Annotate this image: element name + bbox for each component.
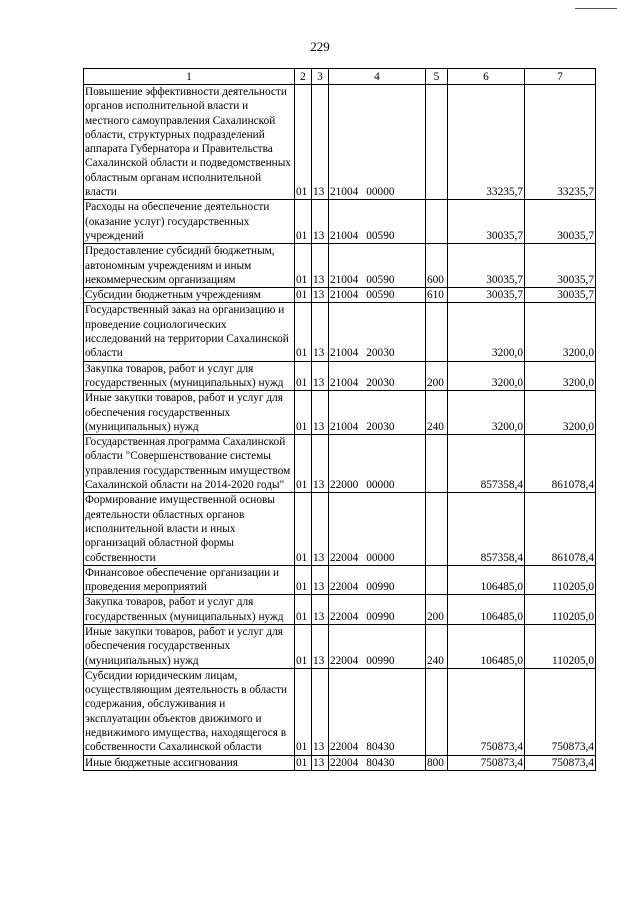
target-article-program: 21004: [330, 186, 359, 199]
row-amount-2: 110205,0: [525, 624, 596, 668]
target-article-program: 21004: [330, 347, 359, 360]
row-target-article: [329, 244, 426, 288]
row-subsection-code: 13: [312, 288, 329, 303]
target-article-direction: 00000: [366, 479, 395, 492]
target-article-direction: 00990: [366, 654, 395, 667]
row-subsection-code: 13: [312, 85, 329, 200]
row-expense-type: [426, 565, 448, 595]
row-section-code: 01: [295, 303, 312, 361]
row-amount-1: 106485,0: [448, 595, 525, 625]
row-expense-type: 200: [426, 595, 448, 625]
row-name: Закупка товаров, работ и услуг для государственных (муниципальных) нужд: [84, 595, 295, 625]
row-section-code: 01: [295, 624, 312, 668]
row-expense-type: [426, 85, 448, 200]
row-section-code: 01: [295, 200, 312, 244]
row-amount-2: 110205,0: [525, 595, 596, 625]
target-article-program: 21004: [330, 273, 359, 286]
table-row: [84, 391, 596, 435]
row-subsection-code: 13: [312, 435, 329, 493]
row-expense-type: 800: [426, 755, 448, 770]
row-subsection-code: 13: [312, 624, 329, 668]
target-article-direction: 80430: [366, 741, 395, 754]
row-target-article: [329, 668, 426, 755]
row-amount-1: 30035,7: [448, 244, 525, 288]
top-edge-mark: [575, 8, 617, 10]
target-article-program: 21004: [330, 229, 359, 242]
row-target-article: [329, 288, 426, 303]
table-body: [84, 85, 596, 771]
target-article-direction: 20030: [366, 376, 395, 389]
row-name: Иные бюджетные ассигнования: [84, 755, 295, 770]
row-amount-2: 30035,7: [525, 288, 596, 303]
row-target-article: [329, 595, 426, 625]
table-row: [84, 595, 596, 625]
header-cell-expense-type: 5: [426, 69, 448, 85]
row-name: Субсидии бюджетным учреждениям: [84, 288, 295, 303]
row-section-code: 01: [295, 755, 312, 770]
row-expense-type: 240: [426, 391, 448, 435]
row-amount-1: 857358,4: [448, 493, 525, 565]
row-name: Расходы на обеспечение деятельности (оказание услуг) государственных учреждений: [84, 200, 295, 244]
row-amount-1: 3200,0: [448, 361, 525, 391]
row-expense-type: [426, 200, 448, 244]
row-subsection-code: 13: [312, 303, 329, 361]
row-section-code: 01: [295, 668, 312, 755]
table-row: [84, 565, 596, 595]
table-row: [84, 288, 596, 303]
target-article-program: 22004: [330, 581, 359, 594]
page-number: 229: [310, 39, 330, 54]
header-cell-target-article: 4: [329, 69, 426, 85]
row-section-code: 01: [295, 391, 312, 435]
target-article-direction: 00590: [366, 273, 395, 286]
table-row: [84, 85, 596, 200]
header-cell-section: 2: [295, 69, 312, 85]
row-name: Закупка товаров, работ и услуг для государственных (муниципальных) нужд: [84, 361, 295, 391]
row-amount-2: 861078,4: [525, 435, 596, 493]
table-row: [84, 303, 596, 361]
row-section-code: 01: [295, 493, 312, 565]
row-name: Иные закупки товаров, работ и услуг для обеспечения государственных (муниципальных) нужд: [84, 624, 295, 668]
header-cell-amount-1: 6: [448, 69, 525, 85]
row-amount-1: 30035,7: [448, 200, 525, 244]
row-amount-2: 750873,4: [525, 755, 596, 770]
row-target-article: [329, 755, 426, 770]
row-amount-2: 3200,0: [525, 391, 596, 435]
row-section-code: 01: [295, 361, 312, 391]
header-cell-subsection: 3: [312, 69, 329, 85]
row-expense-type: 240: [426, 624, 448, 668]
row-name: Повышение эффективности деятельности органов исполнительной власти и местного самоуправления Сахалинской области, структурных подразделений аппарата Губернатора и Правительства Сахалинской области и подведомственных областным органам исполнительной власти: [84, 85, 295, 200]
target-article-direction: 00990: [366, 581, 395, 594]
row-amount-1: 750873,4: [448, 668, 525, 755]
row-target-article: [329, 565, 426, 595]
row-target-article: [329, 200, 426, 244]
row-expense-type: 610: [426, 288, 448, 303]
target-article-program: 21004: [330, 289, 359, 302]
row-amount-2: 861078,4: [525, 493, 596, 565]
target-article-program: 21004: [330, 420, 359, 433]
row-amount-2: 110205,0: [525, 565, 596, 595]
table-row: [84, 493, 596, 565]
table-row: [84, 244, 596, 288]
row-subsection-code: 13: [312, 565, 329, 595]
row-amount-2: 3200,0: [525, 303, 596, 361]
row-expense-type: [426, 303, 448, 361]
target-article-direction: 00000: [366, 186, 395, 199]
target-article-program: 22004: [330, 551, 359, 564]
target-article-direction: 00590: [366, 289, 395, 302]
row-subsection-code: 13: [312, 595, 329, 625]
row-name: Государственный заказ на организацию и проведение социологических исследований на территории Сахалинской области: [84, 303, 295, 361]
row-name: Финансовое обеспечение организации и проведения мероприятий: [84, 565, 295, 595]
row-amount-1: 750873,4: [448, 755, 525, 770]
table-row: [84, 435, 596, 493]
row-target-article: [329, 493, 426, 565]
row-expense-type: 200: [426, 361, 448, 391]
table-row: [84, 668, 596, 755]
row-amount-2: 33235,7: [525, 85, 596, 200]
table-row: [84, 361, 596, 391]
target-article-direction: 20030: [366, 420, 395, 433]
row-section-code: 01: [295, 435, 312, 493]
header-cell-amount-2: 7: [525, 69, 596, 85]
row-target-article: [329, 624, 426, 668]
row-name: Иные закупки товаров, работ и услуг для обеспечения государственных (муниципальных) нужд: [84, 391, 295, 435]
row-subsection-code: 13: [312, 755, 329, 770]
header-cell-name: 1: [84, 69, 295, 85]
row-amount-1: 3200,0: [448, 303, 525, 361]
target-article-program: 21004: [330, 376, 359, 389]
row-amount-2: 750873,4: [525, 668, 596, 755]
row-amount-1: 3200,0: [448, 391, 525, 435]
row-amount-1: 106485,0: [448, 624, 525, 668]
row-section-code: 01: [295, 565, 312, 595]
row-section-code: 01: [295, 288, 312, 303]
row-subsection-code: 13: [312, 493, 329, 565]
row-amount-1: 30035,7: [448, 288, 525, 303]
target-article-program: 22004: [330, 654, 359, 667]
row-expense-type: [426, 493, 448, 565]
target-article-direction: 80430: [366, 756, 395, 769]
row-expense-type: [426, 668, 448, 755]
row-name: Субсидии юридическим лицам, осуществляющим деятельность в области содержания, обслуживания и эксплуатации объектов движимого и недвижимого имущества, находящегося в собственности Сахалинской области: [84, 668, 295, 755]
target-article-direction: 00590: [366, 229, 395, 242]
row-section-code: 01: [295, 595, 312, 625]
target-article-direction: 00000: [366, 551, 395, 564]
row-name: Государственная программа Сахалинской области "Совершенствование системы управления государственным имуществом Сахалинской области на 2014-2020 годы": [84, 435, 295, 493]
row-target-article: [329, 303, 426, 361]
row-section-code: 01: [295, 85, 312, 200]
table-row: [84, 624, 596, 668]
target-article-direction: 00990: [366, 610, 395, 623]
target-article-direction: 20030: [366, 347, 395, 360]
row-subsection-code: 13: [312, 361, 329, 391]
row-target-article: [329, 391, 426, 435]
row-amount-1: 857358,4: [448, 435, 525, 493]
row-target-article: [329, 85, 426, 200]
row-expense-type: 600: [426, 244, 448, 288]
row-amount-2: 30035,7: [525, 200, 596, 244]
row-target-article: [329, 361, 426, 391]
target-article-program: 22004: [330, 756, 359, 769]
target-article-program: 22004: [330, 741, 359, 754]
row-subsection-code: 13: [312, 668, 329, 755]
row-subsection-code: 13: [312, 244, 329, 288]
target-article-program: 22000: [330, 479, 359, 492]
table-row: [84, 755, 596, 770]
row-expense-type: [426, 435, 448, 493]
target-article-program: 22004: [330, 610, 359, 623]
row-amount-1: 33235,7: [448, 85, 525, 200]
table-row: [84, 200, 596, 244]
row-section-code: 01: [295, 244, 312, 288]
row-amount-2: 30035,7: [525, 244, 596, 288]
row-name: Формирование имущественной основы деятельности областных органов исполнительной власти и иных организаций областной формы собственности: [84, 493, 295, 565]
row-target-article: [329, 435, 426, 493]
row-name: Предоставление субсидий бюджетным, автономным учреждениям и иным некоммерческим организациям: [84, 244, 295, 288]
row-amount-1: 106485,0: [448, 565, 525, 595]
table-header-row: [84, 69, 596, 85]
row-subsection-code: 13: [312, 391, 329, 435]
row-amount-2: 3200,0: [525, 361, 596, 391]
budget-table: [83, 68, 596, 771]
row-subsection-code: 13: [312, 200, 329, 244]
